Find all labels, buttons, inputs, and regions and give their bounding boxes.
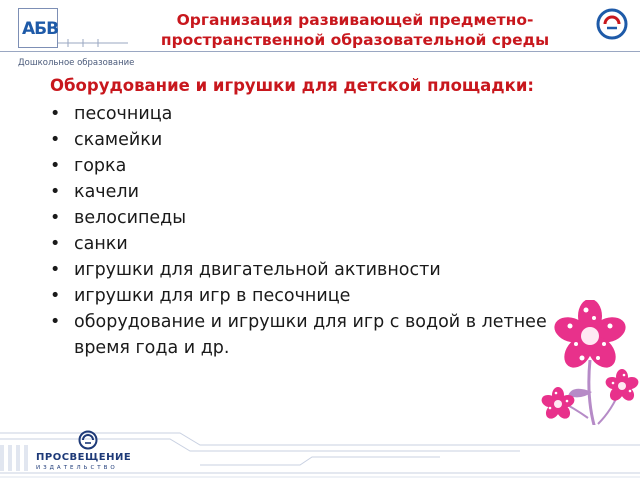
publisher-logo [36,430,146,476]
publisher-emblem-icon [78,430,98,450]
list-item-text: санки [74,234,128,254]
list-item [50,257,550,283]
logo-subtitle: Дошкольное образование [18,58,135,68]
list-item-text: игрушки для игр в песочнице [74,286,351,306]
list-item-text: игрушки для двигательной активности [74,260,441,280]
prosveshchenie-emblem-icon [596,8,628,40]
publisher-subtitle: ИЗДАТЕЛЬСТВО [36,465,118,471]
bullet: • [50,156,61,176]
list-item [50,205,550,231]
list-item-text: качели [74,182,139,202]
section-heading: Оборудование и игрушки для детской площадки: [50,76,534,95]
logo-ticks-decoration [58,39,128,47]
bullet: • [50,312,61,332]
publisher-name: ПРОСВЕЩЕНИЕ [36,452,132,463]
equipment-list [50,101,550,361]
bullet: • [50,208,61,228]
logo-text: АБВ [22,19,59,39]
list-item [50,309,550,361]
bullet: • [50,286,61,306]
list-item [50,231,550,257]
bullet: • [50,234,61,254]
bullet: • [50,260,61,280]
list-item [50,283,550,309]
list-item-text: скамейки [74,130,163,150]
list-item-text: горка [74,156,127,176]
logo-box [18,8,58,48]
list-item [50,179,550,205]
bullet: • [50,104,61,124]
list-item-text: велосипеды [74,208,187,228]
abv-logo [18,8,135,68]
list-item-text: оборудование и игрушки для игр с водой в летнее время года и др. [74,312,547,358]
list-item [50,153,550,179]
list-item-text: песочница [74,104,173,124]
bullet: • [50,182,61,202]
slide-title: Организация развивающей предметно-пространственной образовательной среды [160,11,550,49]
flowers-decoration [528,300,640,440]
list-item [50,127,550,153]
bullet: • [50,130,61,150]
list-item [50,101,550,127]
